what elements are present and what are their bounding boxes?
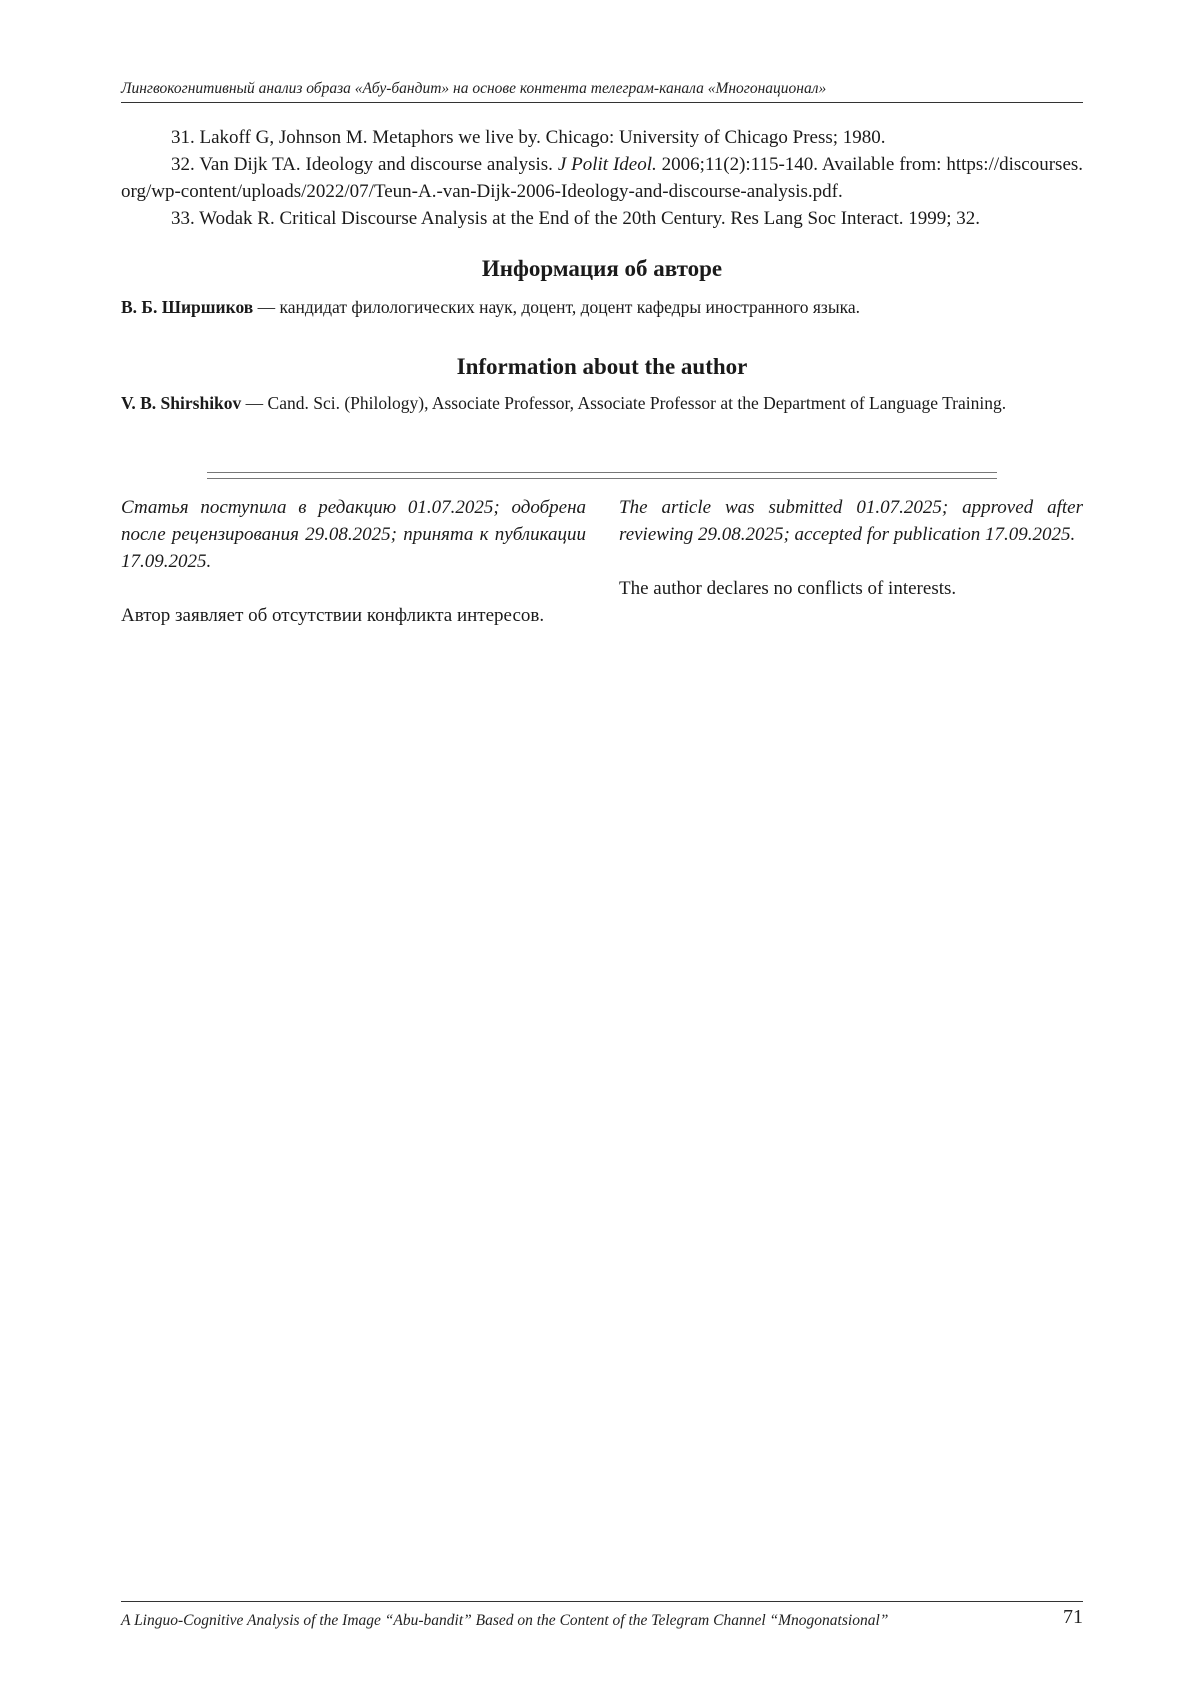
author-info-heading-ru: Информация об авторе [481,256,723,281]
reference-number: 33. [171,208,195,229]
footer-rule [121,1601,1083,1602]
article-dates-en: The article was submitted 01.07.2025; approved after reviewing 29.08.2025; accepted for publication 17.09.2025. [619,497,1083,545]
reference-journal: J Polit Ideol. [557,154,657,175]
article-dates-ru: Статья поступила в редакцию 01.07.2025; одобрена после рецензирования 29.08.2025; принята к публикации 17.09.2025. [121,497,586,572]
reference-item [121,124,1083,151]
author-name-en: V. B. Shirshikov [121,393,242,413]
metadata-column-ru [121,494,586,629]
header-rule [121,102,1083,103]
section-divider [207,472,997,479]
running-header: Лингвокогнитивный анализ образа «Абу-бандит» на основе контента телеграм-канала «Многонационал» [121,80,827,97]
conflict-statement-ru: Автор заявляет об отсутствии конфликта интересов. [121,605,545,626]
reference-text: Lakoff G, Johnson M. Metaphors we live by. Chicago: University of Chicago Press; 1980. [199,127,886,148]
author-description-ru: — кандидат филологических наук, доцент, доцент кафедры иностранного языка. [253,297,860,317]
author-info-ru [121,294,1083,320]
author-name-ru: В. Б. Ширшиков [121,297,254,317]
page-number: 71 [1063,1606,1083,1628]
author-info-en [121,390,1083,417]
reference-item [121,151,1083,205]
metadata-column-en [619,494,1083,602]
running-footer: A Linguo-Cognitive Analysis of the Image “Abu-bandit” Based on the Content of the Telegram Channel “Mnogonatsional” [121,1612,889,1629]
reference-text: Wodak R. Critical Discourse Analysis at the End of the 20th Century. Res Lang Soc Interact. 1999; 32. [199,208,981,229]
reference-item [121,205,1083,232]
reference-text: Van Dijk TA. Ideology and discourse analysis. [199,154,553,175]
author-info-heading-en: Information about the author [456,354,748,379]
journal-page [121,0,1083,1697]
reference-list [121,124,1083,232]
conflict-statement-en: The author declares no conflicts of interests. [619,578,957,599]
reference-number: 31. [171,127,195,148]
reference-number: 32. [171,154,195,175]
author-description-en: — Cand. Sci. (Philology), Associate Professor, Associate Professor at the Department of Language Training. [241,393,1007,413]
reference-link[interactable]: 2006;11(2):115-140. Available from: https://discourses.org/wp-content/uploads/2022/07/Teun-A.-van-Dijk-2006-Ideology-and-discourse-analysis.pdf. [121,154,1084,202]
